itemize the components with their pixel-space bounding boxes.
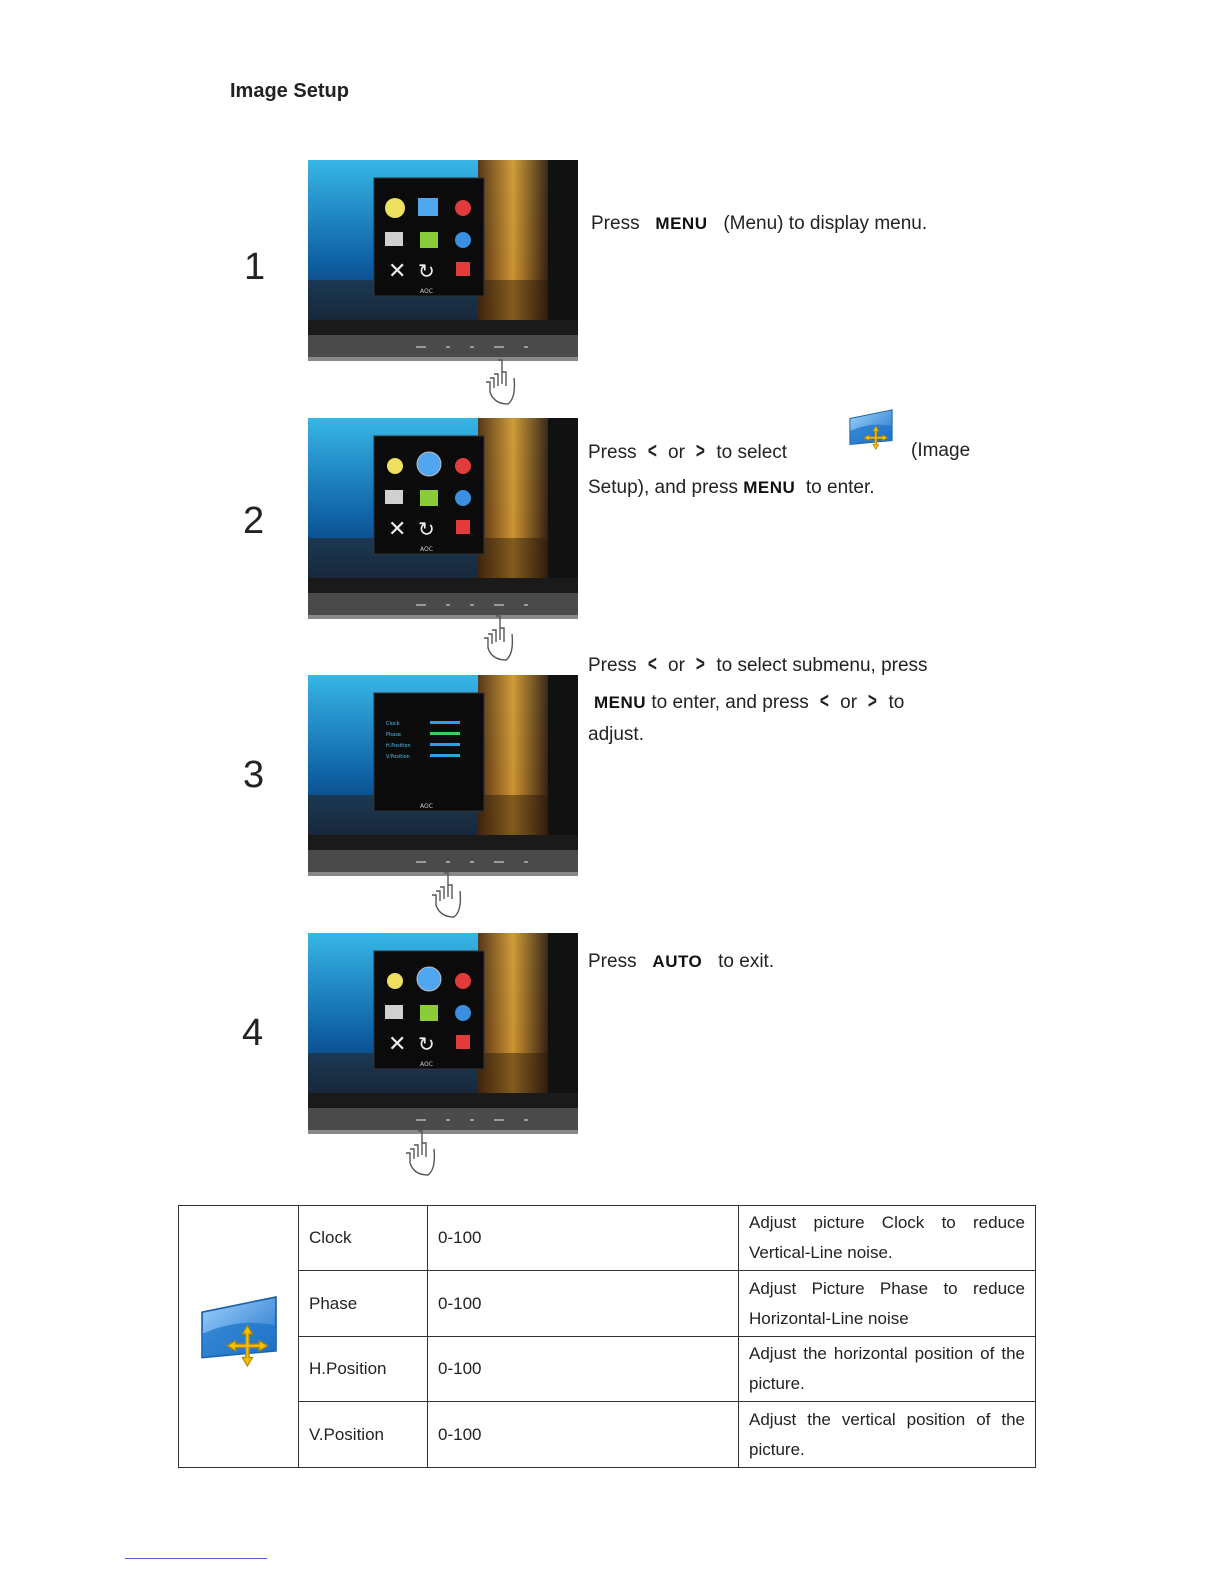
page-title: Image Setup — [230, 80, 349, 102]
text-adjust: adjust. — [588, 724, 644, 745]
text-or: or — [668, 655, 685, 676]
text-press: Press — [588, 655, 637, 676]
monitor-illustration-3 — [308, 675, 578, 925]
left-arrow-icon: < — [819, 688, 829, 713]
text-press: Press — [588, 951, 637, 972]
text-press: Press — [591, 213, 640, 234]
table-cell-name: V.Position — [299, 1402, 428, 1468]
osd-brand: AOC — [420, 1061, 433, 1068]
monitor-illustration-1 — [308, 160, 578, 410]
left-arrow-icon: < — [647, 651, 657, 676]
text-image: (Image — [911, 440, 971, 461]
step-number-1: 1 — [244, 246, 266, 288]
table-icon-cell — [179, 1206, 299, 1468]
submenu-item-h-position: H.Position — [386, 743, 411, 749]
table-cell-range: 0-100 — [428, 1206, 739, 1271]
text-to: to — [888, 692, 905, 713]
text-enter-and-press: to enter, and press — [651, 692, 809, 713]
table-cell-range: 0-100 — [428, 1271, 739, 1337]
text-or: or — [840, 692, 858, 713]
table-cell-name: H.Position — [299, 1337, 428, 1402]
image-setup-icon — [840, 407, 902, 455]
text-to-select: to select — [716, 442, 788, 463]
menu-key-label: MENU — [594, 693, 647, 712]
submenu-item-clock: Clock — [386, 721, 400, 727]
text-to-enter: to enter. — [805, 477, 875, 498]
step-3-instruction-line2 — [594, 682, 994, 721]
left-arrow-icon: < — [647, 438, 657, 463]
table-cell-description: Adjust the horizontal position of the picture. — [739, 1337, 1036, 1402]
table-row — [179, 1402, 1036, 1468]
text-display-menu: (Menu) to display menu. — [723, 213, 928, 234]
step-4-instruction — [588, 943, 774, 980]
osd-main-icons — [385, 198, 471, 284]
table-cell-description: Adjust picture Clock to reduce Vertical-Line noise. — [739, 1206, 1036, 1271]
step-number-4: 4 — [242, 1012, 264, 1054]
svg-text:✕: ✕ — [388, 1032, 407, 1057]
table-cell-name: Phase — [299, 1271, 428, 1337]
right-arrow-icon: > — [696, 651, 706, 676]
table-row — [179, 1206, 1036, 1271]
table-cell-description: Adjust Picture Phase to reduce Horizontal-Line noise — [739, 1271, 1036, 1337]
submenu-item-v-position: V.Position — [386, 754, 410, 760]
svg-text:✕: ✕ — [388, 517, 407, 542]
table-row — [179, 1271, 1036, 1337]
right-arrow-icon: > — [696, 438, 706, 463]
osd-main-icons — [385, 967, 471, 1057]
text-or: or — [668, 442, 685, 463]
osd-brand: AOC — [420, 288, 433, 295]
svg-text:✕: ✕ — [388, 259, 407, 284]
step-3-instruction — [588, 645, 988, 684]
table-cell-range: 0-100 — [428, 1337, 739, 1402]
step-number-2: 2 — [243, 500, 265, 542]
auto-key-label: AUTO — [652, 952, 703, 971]
submenu-item-phase: Phase — [386, 732, 401, 738]
table-cell-description: Adjust the vertical position of the picture. — [739, 1402, 1036, 1468]
text-select-submenu: to select submenu, press — [716, 655, 928, 676]
svg-text:↻: ↻ — [418, 517, 435, 541]
table-cell-name: Clock — [299, 1206, 428, 1271]
table-cell-range: 0-100 — [428, 1402, 739, 1468]
footer-rule — [125, 1558, 267, 1559]
monitor-illustration-2 — [308, 418, 578, 668]
text-setup-and-press: Setup), and press — [588, 477, 738, 498]
monitor-illustration-4 — [308, 933, 578, 1183]
right-arrow-icon: > — [868, 688, 878, 713]
menu-key-label: MENU — [655, 214, 708, 233]
image-setup-table — [178, 1205, 1036, 1468]
svg-text:↻: ↻ — [418, 259, 435, 283]
step-2-instruction-line2 — [588, 469, 875, 506]
svg-text:↻: ↻ — [418, 1032, 435, 1056]
osd-main-icons — [385, 452, 471, 542]
osd-brand: AOC — [420, 803, 433, 810]
step-1-instruction — [591, 205, 927, 242]
osd-brand: AOC — [420, 546, 433, 553]
table-row — [179, 1337, 1036, 1402]
text-press: Press — [588, 442, 637, 463]
menu-key-label: MENU — [743, 478, 796, 497]
text-to-exit: to exit. — [718, 951, 775, 972]
step-number-3: 3 — [243, 754, 265, 796]
image-setup-icon — [191, 1292, 287, 1376]
